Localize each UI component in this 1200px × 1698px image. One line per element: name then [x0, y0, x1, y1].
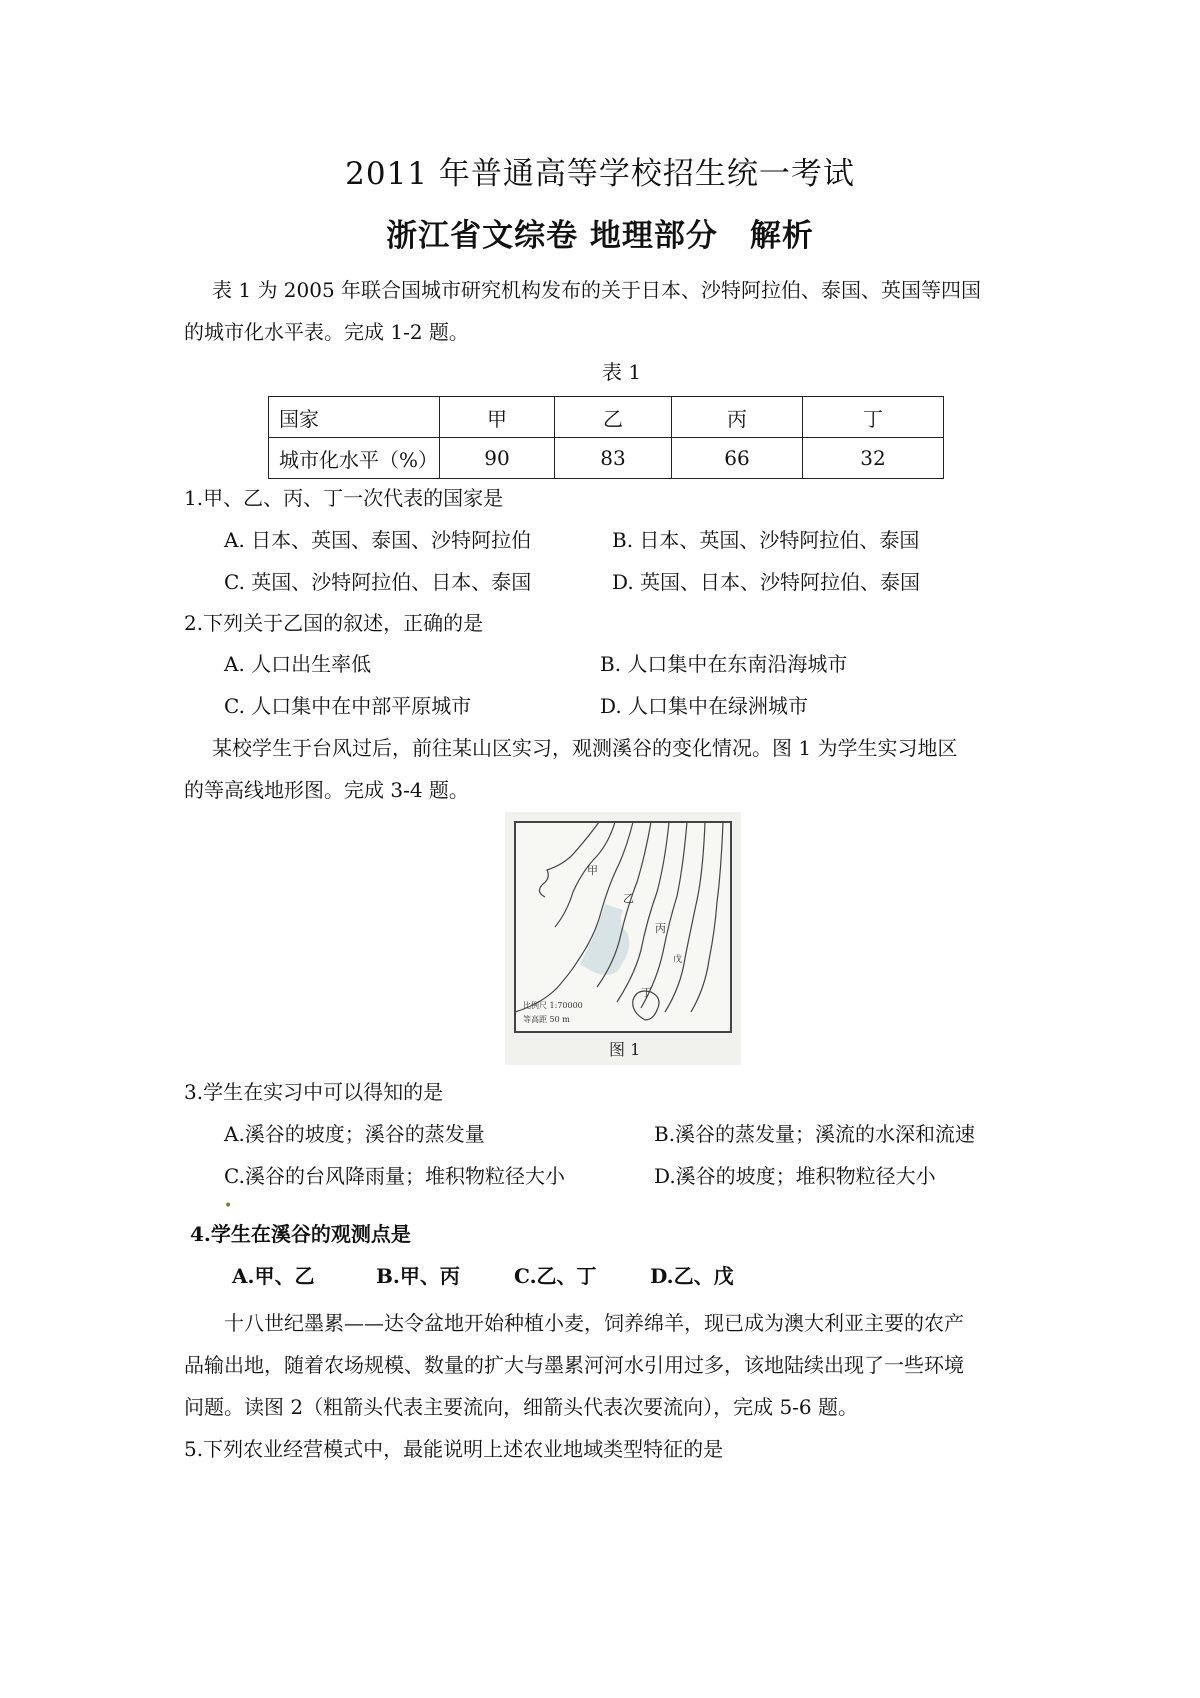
intro1-line1: 表 1 为 2005 年联合国城市研究机构发布的关于日本、沙特阿拉伯、泰国、英国等四国	[212, 278, 982, 302]
q1-option-b: B. 日本、英国、沙特阿拉伯、泰国	[612, 528, 920, 552]
map-label-jia: 甲	[587, 864, 598, 877]
q4-option-c: C.乙、丁	[514, 1264, 597, 1288]
scan-mark: •	[224, 1198, 233, 1214]
contour-map-figure	[505, 812, 741, 1065]
map-interval-legend: 等高距 50 m	[523, 1015, 570, 1024]
q1-option-c: C. 英国、沙特阿拉伯、日本、泰国	[224, 570, 532, 594]
table-cell: 甲	[440, 397, 555, 438]
q1-option-d: D. 英国、日本、沙特阿拉伯、泰国	[612, 570, 921, 594]
q3-option-a: A.溪谷的坡度；溪谷的蒸发量	[224, 1122, 485, 1146]
map-label-wu: 戊	[673, 955, 683, 965]
table-row	[269, 438, 944, 479]
q3-option-d: D.溪谷的坡度；堆积物粒径大小	[654, 1164, 936, 1188]
table-cell: 90	[440, 438, 555, 479]
table-cell: 城市化水平（%）	[269, 438, 440, 479]
q5-stem: 5.下列农业经营模式中，最能说明上述农业地域类型特征的是	[184, 1437, 724, 1461]
intro3-line1: 十八世纪墨累——达令盆地开始种植小麦，饲养绵羊，现已成为澳大利亚主要的农产	[224, 1311, 964, 1335]
intro3-line3: 问题。读图 2（粗箭头代表主要流向，细箭头代表次要流向），完成 5-6 题。	[184, 1395, 859, 1419]
table-cell: 丙	[672, 397, 803, 438]
table-cell: 66	[672, 438, 803, 479]
q4-option-b: B.甲、丙	[376, 1264, 460, 1288]
table1-caption: 表 1	[602, 360, 642, 384]
q2-stem: 2.下列关于乙国的叙述，正确的是	[184, 611, 484, 635]
table-cell: 32	[803, 438, 944, 479]
map-label-yi: 乙	[623, 892, 634, 905]
figure1-caption: 图 1	[609, 1040, 641, 1059]
q1-option-a: A. 日本、英国、泰国、沙特阿拉伯	[224, 528, 532, 552]
q2-option-d: D. 人口集中在绿洲城市	[600, 694, 809, 718]
intro2-line1: 某校学生于台风过后，前往某山区实习，观测溪谷的变化情况。图 1 为学生实习地区	[212, 736, 958, 760]
intro2-line2: 的等高线地形图。完成 3-4 题。	[184, 778, 469, 802]
intro1-line2: 的城市化水平表。完成 1-2 题。	[184, 320, 469, 344]
exam-subtitle: 浙江省文综卷 地理部分 解析	[386, 218, 814, 254]
table-cell: 丁	[803, 397, 944, 438]
urbanization-table	[268, 396, 944, 479]
map-scale-legend: 比例尺 1:70000	[523, 1001, 583, 1010]
table-cell: 83	[555, 438, 672, 479]
q3-option-b: B.溪谷的蒸发量；溪流的水深和流速	[654, 1122, 976, 1146]
q2-option-c: C. 人口集中在中部平原城市	[224, 694, 472, 718]
q2-option-a: A. 人口出生率低	[224, 652, 372, 676]
exam-title: 2011 年普通高等学校招生统一考试	[345, 156, 855, 192]
map-label-bing: 丙	[655, 922, 666, 935]
q4-option-a: A.甲、乙	[232, 1264, 315, 1288]
map-label-ding: 丁	[641, 986, 652, 999]
q3-stem: 3.学生在实习中可以得知的是	[184, 1080, 444, 1104]
q3-option-c: C.溪谷的台风降雨量；堆积物粒径大小	[224, 1164, 565, 1188]
table-row	[269, 397, 944, 438]
table-cell: 国家	[269, 397, 440, 438]
q2-option-b: B. 人口集中在东南沿海城市	[600, 652, 848, 676]
q4-option-d: D.乙、戊	[650, 1264, 734, 1288]
q4-stem: 4.学生在溪谷的观测点是	[190, 1222, 411, 1246]
intro3-line2: 品输出地，随着农场规模、数量的扩大与墨累河河水引用过多，该地陆续出现了一些环境	[184, 1353, 964, 1377]
q1-stem: 1.甲、乙、丙、丁一次代表的国家是	[184, 486, 504, 510]
table-cell: 乙	[555, 397, 672, 438]
